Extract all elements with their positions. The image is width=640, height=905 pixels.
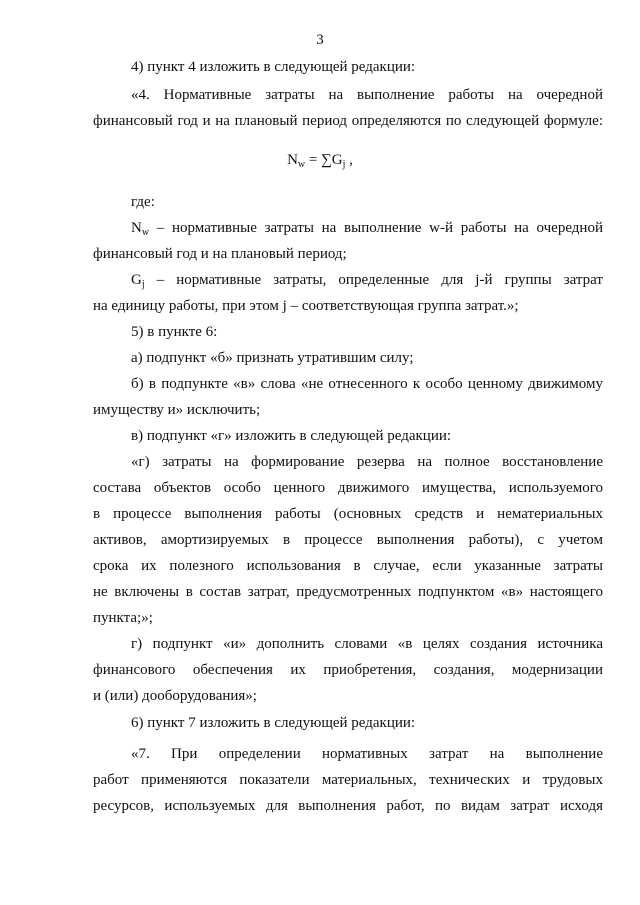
clause-g-line-4: активов, амортизируемых в процессе выполнения работы), с учетом [93, 532, 603, 548]
item-4-heading: 4) пункт 4 изложить в следующей редакции: [131, 59, 416, 75]
clause-7-line-3: ресурсов, используемых для выполнения работ, по видам затрат исходя [93, 798, 603, 814]
clause-g-line-3: в процессе выполнения работы (основных средств и нематериальных [93, 506, 603, 522]
clause-g-line-5: срока их полезного использования в случае, если указанные затраты [93, 558, 603, 574]
nw-definition-line-1: $N_w$ – нормативные затраты на выполнение w-й работы на очередной [131, 220, 603, 238]
page-number: 3 [316, 32, 324, 48]
item-5-heading: 5) в пункте 6: [131, 324, 218, 340]
clause-7-line-1: «7. При определении нормативных затрат на выполнение [131, 746, 603, 762]
clause-g-line-2: состава объектов особо ценного движимого имущества, используемого [93, 480, 603, 496]
subitem-v: в) подпункт «г» изложить в следующей редакции: [131, 428, 452, 444]
formula: $N_w = \sum G_j$ , [287, 152, 353, 170]
subitem-g-line-2: финансового обеспечения их приобретения, создания, модернизации [93, 662, 603, 678]
gj-definition-line-2: на единицу работы, при этом j – соответствующая группа затрат.»; [93, 298, 519, 314]
clause-g-line-7: пункта;»; [93, 610, 153, 626]
subitem-g-line-3: и (или) дооборудования»; [93, 688, 257, 704]
gj-definition-line-1: $G_j$ – нормативные затраты, определенные для j-й группы затрат [131, 272, 603, 290]
clause-7-line-2: работ применяются показатели материальных, технических и трудовых [93, 772, 603, 788]
nw-definition-line-2: финансовый год и на плановый период; [93, 246, 347, 262]
subitem-b-line-2: имуществу и» исключить; [93, 402, 261, 418]
clause-4-line-1: «4. Нормативные затраты на выполнение работы на очередной [131, 87, 603, 103]
where-label: где: [131, 194, 155, 210]
clause-g-line-6: не включены в состав затрат, предусмотренных подпунктом «в» настоящего [93, 584, 603, 600]
clause-4-line-2: финансовый год и на плановый период определяются по следующей формуле: [93, 113, 603, 129]
subitem-g-line-1: г) подпункт «и» дополнить словами «в целях создания источника [131, 636, 603, 652]
subitem-a: а) подпункт «б» признать утратившим силу; [131, 350, 414, 366]
subitem-b-line-1: б) в подпункте «в» слова «не отнесенного к особо ценному движимому [131, 376, 603, 392]
clause-g-line-1: «г) затраты на формирование резерва на полное восстановление [131, 454, 603, 470]
item-6-heading: 6) пункт 7 изложить в следующей редакции: [131, 715, 416, 731]
